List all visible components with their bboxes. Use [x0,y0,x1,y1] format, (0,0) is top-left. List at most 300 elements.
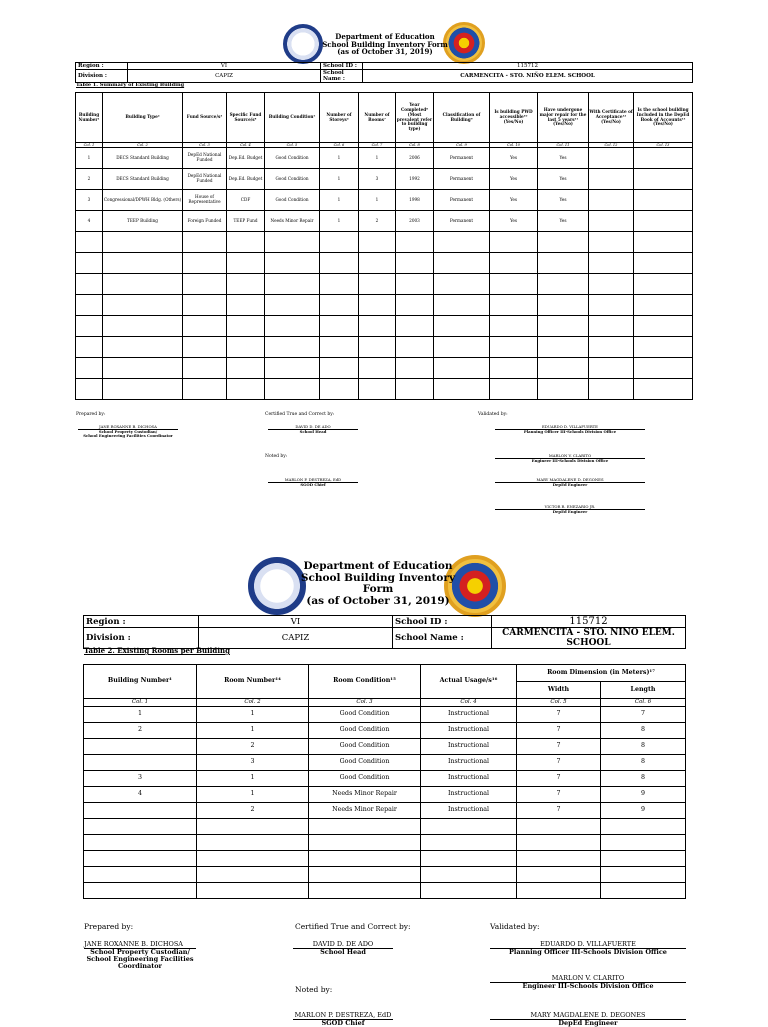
t2-row [84,723,686,739]
t1-cell [227,253,265,274]
t2-cell: Needs Minor Repair [309,803,421,819]
t1-cell [634,148,693,169]
val1-sig-2 [490,941,686,956]
t1-cell [183,337,227,358]
t2-col-num: Col. 6 [601,699,686,707]
val3-pos: DepEd Engineer [552,482,588,488]
t1-cell: 1 [320,169,359,190]
t1-cell [396,316,434,337]
t2-row [84,771,686,787]
t2-cell [197,867,309,883]
t1-cell [227,358,265,379]
t1-cell: 1 [359,190,396,211]
t1-cell [634,169,693,190]
t1-cell [490,274,538,295]
t1-col-num: Col. 13 [634,143,693,148]
school-name-label-2: School Name : [393,628,492,649]
t1-cell [76,232,103,253]
t1-cell: 2 [76,169,103,190]
t1-cell [490,316,538,337]
t1-cell [76,337,103,358]
t1-cell [320,358,359,379]
t2-header-building-number: Building Number¹ [84,665,197,699]
t1-cell: DepEd National Funded [183,169,227,190]
t1-cell [434,316,490,337]
val3-sig-2 [490,1012,686,1027]
t2-cell [309,867,421,883]
t1-cell: Dep.Ed. Budget [227,169,265,190]
t2-col-num: Col. 3 [309,699,421,707]
school-name-label: School Name : [321,70,363,83]
t2-cell [84,755,197,771]
head-pos: School Head [299,429,327,435]
t1-cell [434,232,490,253]
t1-cell [320,253,359,274]
t1-cell: Good Condition [265,190,320,211]
division-value-2: CAPIZ [199,628,393,649]
t1-cell [320,337,359,358]
t1-cell [589,148,634,169]
t1-cell: Congressional/DPWH Bldg. (Others) [103,190,183,211]
t1-cell [396,295,434,316]
t1-cell [396,337,434,358]
t2-cell [517,883,601,899]
t2-cell [84,835,197,851]
t1-col-num: Col. 4 [227,143,265,148]
t1-cell: House of Representative [183,190,227,211]
t1-cell [634,295,693,316]
t1-cell [434,295,490,316]
t1-cell [396,253,434,274]
t1-header-condition: Building Condition⁵ [265,93,320,143]
t1-cell [265,295,320,316]
t2-cell: 1 [84,707,197,723]
t1-row [76,253,693,274]
t1-cell: Good Condition [265,148,320,169]
t1-cell [434,337,490,358]
t1-header-year: Year Completed⁸ (Most prevalent refer to building type) [396,93,434,143]
t1-cell [183,253,227,274]
head-name: DAVID D. DE ADO [268,425,358,430]
table2-title: Table 2. Existing Rooms per Building [84,646,230,655]
certified-label-2: Certified True and Correct by: [295,922,411,931]
t1-header-specific-fund: Specific Fund Source/s⁴ [227,93,265,143]
t1-cell: 2 [359,211,396,232]
t1-cell [589,337,634,358]
val1-name-2: EDUARDO D. VILLAFUERTE [490,941,686,949]
t1-cell: 2006 [396,148,434,169]
t1-cell [103,316,183,337]
preparer-pos-2-2: School Engineering Facilities Coordinator [86,955,194,971]
t1-row [76,232,693,253]
header-1 [300,33,470,56]
t1-cell [490,253,538,274]
t2-row [84,787,686,803]
t1-col-num: Col. 7 [359,143,396,148]
preparer-name-2: JANE ROXANNE B. DICHOSA [84,941,196,949]
t2-cell: 8 [601,739,686,755]
t1-header-building-number: Building Number¹ [76,93,103,143]
t2-cell: 8 [601,755,686,771]
t2-cell [421,867,517,883]
t2-cell: Good Condition [309,739,421,755]
preparer-pos-2: School Engineering Facilities Coordinator [83,433,173,439]
t1-cell [320,379,359,400]
region-value: VI [128,63,321,70]
t1-cell [103,358,183,379]
t1-cell [265,232,320,253]
t1-cell [434,379,490,400]
t1-cell: 3 [76,190,103,211]
t1-cell [634,358,693,379]
t1-row [76,211,693,232]
t1-cell [490,337,538,358]
t1-cell [396,358,434,379]
t1-col-num: Col. 12 [589,143,634,148]
t2-cell: 3 [84,771,197,787]
t2-cell: Needs Minor Repair [309,787,421,803]
t1-cell [227,295,265,316]
val3-pos-2: DepEd Engineer [558,1019,618,1027]
t1-header-building-type: Building Type² [103,93,183,143]
val1-pos: Planning Officer III-Schools Division Office [523,429,617,435]
t2-row [84,819,686,835]
t1-cell: Permanent [434,190,490,211]
t1-cell [634,211,693,232]
t2-cell: 1 [197,787,309,803]
school-id-label: School ID : [321,63,363,70]
t1-cell [396,379,434,400]
t1-cell [183,379,227,400]
t2-cell: Good Condition [309,707,421,723]
t2-header-room-number: Room Number¹⁴ [197,665,309,699]
head-pos-2: School Head [320,948,366,957]
t1-cell: Needs Minor Repair [265,211,320,232]
division-label-2: Division : [84,628,199,649]
t1-col-num: Col. 10 [490,143,538,148]
t2-cell: 7 [517,755,601,771]
val1-name: EDUARDO D. VILLAFUERTE [495,425,645,430]
t1-cell [183,274,227,295]
t1-cell [183,358,227,379]
t2-cell: 7 [517,723,601,739]
t2-cell [517,835,601,851]
t2-cell: 4 [84,787,197,803]
t1-col-num: Col. 5 [265,143,320,148]
t1-cell [103,295,183,316]
t1-cell [490,295,538,316]
noted-label-1: Noted by: [265,454,288,459]
t2-col-num: Col. 1 [84,699,197,707]
t1-body [76,148,693,400]
preparer-sig-1 [78,425,178,439]
t1-cell [320,295,359,316]
t2-cell: 9 [601,803,686,819]
t2-cell [517,867,601,883]
t1-cell [634,253,693,274]
t1-col-num: Col. 6 [320,143,359,148]
t2-cell: 3 [197,755,309,771]
t1-cell [359,232,396,253]
t1-cell: 2003 [396,211,434,232]
division-label: Division : [76,70,128,83]
prepared-by-label-1: Prepared by: [76,412,106,417]
t2-header-length: Length [601,682,686,699]
t1-cell [634,316,693,337]
t2-col-num: Col. 4 [421,699,517,707]
sdo-sig-2 [293,1012,393,1027]
sdo-name-2: MARLON P. DESTREZA, EdD [294,1011,392,1019]
t2-cell [309,835,421,851]
validated-label-2: Validated by: [490,922,540,931]
t1-cell [434,358,490,379]
t1-col-num: Col. 1 [76,143,103,148]
t1-cell: Yes [538,169,589,190]
t1-cell [103,379,183,400]
t2-cell [601,819,686,835]
school-id-value: 115712 [363,63,693,70]
t1-cell [634,337,693,358]
t1-cell [265,274,320,295]
table1-existing-buildings [75,92,693,400]
school-id-value-2: 115712 [492,616,686,628]
t1-cell [359,337,396,358]
t1-cell [76,253,103,274]
t1-cell: Yes [538,190,589,211]
t1-cell [589,190,634,211]
t1-cell: 4 [76,211,103,232]
t1-cell [227,379,265,400]
header-2 [298,561,458,607]
form-title: School Building Inventory Form [322,39,448,49]
t1-cell [103,274,183,295]
t1-cell [359,253,396,274]
t2-cell: 1 [197,771,309,787]
t2-cell [197,819,309,835]
t1-cell: 1 [359,148,396,169]
t2-cell [517,851,601,867]
region-label: Region : [76,63,128,70]
t1-cell [634,274,693,295]
t1-cell [538,274,589,295]
sdo-name: MARLON P. DESTREZA, EdD [268,478,358,483]
t1-cell: 1992 [396,169,434,190]
t2-cell: 2 [197,739,309,755]
t1-col-num: Col. 9 [434,143,490,148]
t1-cell [359,358,396,379]
t2-col-num: Col. 5 [517,699,601,707]
division-value: CAPIZ [128,70,321,83]
t1-cell [265,316,320,337]
t2-cell [517,819,601,835]
t1-cell [538,358,589,379]
t2-cell: 8 [601,723,686,739]
t1-cell: Yes [490,211,538,232]
t1-cell: DECS Standard Building [103,148,183,169]
t1-cell [589,316,634,337]
t1-cell [320,316,359,337]
val4-sig-1 [495,505,645,514]
t2-cell: Instructional [421,739,517,755]
sdo-pos-2: SGOD Chief [321,1019,365,1027]
t1-cell [634,379,693,400]
t1-cell [538,337,589,358]
t1-header-major-repair: Have undergone major repair for the last 5 years¹¹ (Yes/No) [538,93,589,143]
table1-title: Table 1. Summary of Existing Building [76,82,185,88]
t1-cell [589,253,634,274]
t1-cell [589,232,634,253]
t2-cell: Instructional [421,707,517,723]
t2-row [84,883,686,899]
val2-sig-1 [495,454,645,463]
t1-cell: TEEP Building [103,211,183,232]
t2-cell [421,835,517,851]
t2-cell [309,851,421,867]
t2-cell [421,883,517,899]
school-id-label-2: School ID : [393,616,492,628]
t1-cell [359,295,396,316]
t2-cell: Good Condition [309,755,421,771]
t1-row [76,316,693,337]
t1-cell [538,379,589,400]
t1-cell [227,274,265,295]
val3-name-2: MARY MAGDALENE D. DEGONES [490,1012,686,1020]
head-name-2: DAVID D. DE ADO [293,941,393,949]
t1-cell: 3 [359,169,396,190]
t1-cell: 1 [320,190,359,211]
t1-cell [589,211,634,232]
t1-cell [183,295,227,316]
school-name-value: CARMENCITA - STO. NIÑO ELEM. SCHOOL [363,70,693,83]
t2-cell: 2 [84,723,197,739]
t2-cell: 7 [517,803,601,819]
school-info-1 [75,62,693,83]
t2-row [84,803,686,819]
t1-cell: Foreign Funded [183,211,227,232]
t1-cell: Yes [490,190,538,211]
t1-cell [183,316,227,337]
val1-sig-1 [495,425,645,434]
t1-cell: Permanent [434,148,490,169]
t2-cell: 7 [517,771,601,787]
t1-cell [265,337,320,358]
t2-cell: Good Condition [309,723,421,739]
sdo-pos: SGOD Chief [300,482,326,488]
t2-cell: Instructional [421,771,517,787]
t2-cell [84,851,197,867]
t2-cell [601,867,686,883]
t2-cell: 7 [517,739,601,755]
val3-name: MARY MAGDALENE D. DEGONES [495,478,645,483]
t1-cell [76,295,103,316]
t1-header-rooms: Number of Rooms⁷ [359,93,396,143]
t1-header-certificate: With Certificate of Acceptance¹² (Yes/No) [589,93,634,143]
val3-sig-1 [495,478,645,487]
val2-sig-2 [490,975,686,990]
preparer-sig-2 [84,941,196,971]
t1-cell [589,169,634,190]
t1-cell [76,316,103,337]
t2-row [84,739,686,755]
head-sig-2 [293,941,393,956]
t2-cell: Instructional [421,787,517,803]
t2-header-width: Width [517,682,601,699]
t2-cell [84,819,197,835]
preparer-pos-1-2: School Property Custodian/ [90,948,190,957]
noted-label-2: Noted by: [295,985,333,994]
t1-cell [76,358,103,379]
t2-cell [197,835,309,851]
t1-cell [589,274,634,295]
t2-cell [601,851,686,867]
t1-cell [227,316,265,337]
t1-cell [227,337,265,358]
t1-cell [320,274,359,295]
t1-cell: 1 [320,211,359,232]
t2-col-num: Col. 2 [197,699,309,707]
t1-col-num: Col. 8 [396,143,434,148]
t2-cell [84,739,197,755]
t1-col-num: Col. 3 [183,143,227,148]
t1-cell [265,358,320,379]
validated-label-1: Validated by: [478,412,508,417]
t1-cell [434,274,490,295]
t2-row [84,755,686,771]
t1-cell: 1998 [396,190,434,211]
t1-cell [359,274,396,295]
t1-cell [589,379,634,400]
t1-col-num: Col. 11 [538,143,589,148]
t2-cell: Instructional [421,755,517,771]
sdo-sig-1 [268,478,358,487]
t1-cell: 1 [320,148,359,169]
t2-header-actual-usage: Actual Usage/s¹⁶ [421,665,517,699]
t1-cell: 1 [76,148,103,169]
certified-label-1: Certified True and Correct by: [265,412,335,417]
region-value-2: VI [199,616,393,628]
school-info-2 [83,615,686,649]
t2-cell [84,867,197,883]
t1-row [76,274,693,295]
t1-header-storeys: Number of Storeys⁶ [320,93,359,143]
t2-cell: 9 [601,787,686,803]
t1-cell [359,379,396,400]
t2-cell [309,819,421,835]
t1-cell [76,379,103,400]
t1-cell [103,253,183,274]
t1-cell: Permanent [434,211,490,232]
t2-header-room-condition: Room Condition¹⁵ [309,665,421,699]
t1-cell [538,316,589,337]
preparer-pos-1: School Property Custodian/ [98,429,158,435]
t2-cell [421,819,517,835]
dept-title: Department of Education [335,32,435,41]
val4-pos: DepEd Engineer [552,509,588,515]
t1-cell: DepEd National Funded [183,148,227,169]
t2-cell [601,883,686,899]
t1-cell: Yes [538,211,589,232]
t1-cell [589,295,634,316]
t1-cell [589,358,634,379]
t2-cell [84,883,197,899]
t2-cell: 7 [517,787,601,803]
t1-cell [634,190,693,211]
table2-existing-rooms [83,664,686,899]
form-title-2: School Building Inventory Form [300,571,456,596]
t1-cell [103,232,183,253]
val2-pos-2: Engineer III-Schools Division Office [522,982,654,991]
t2-cell: 1 [197,707,309,723]
